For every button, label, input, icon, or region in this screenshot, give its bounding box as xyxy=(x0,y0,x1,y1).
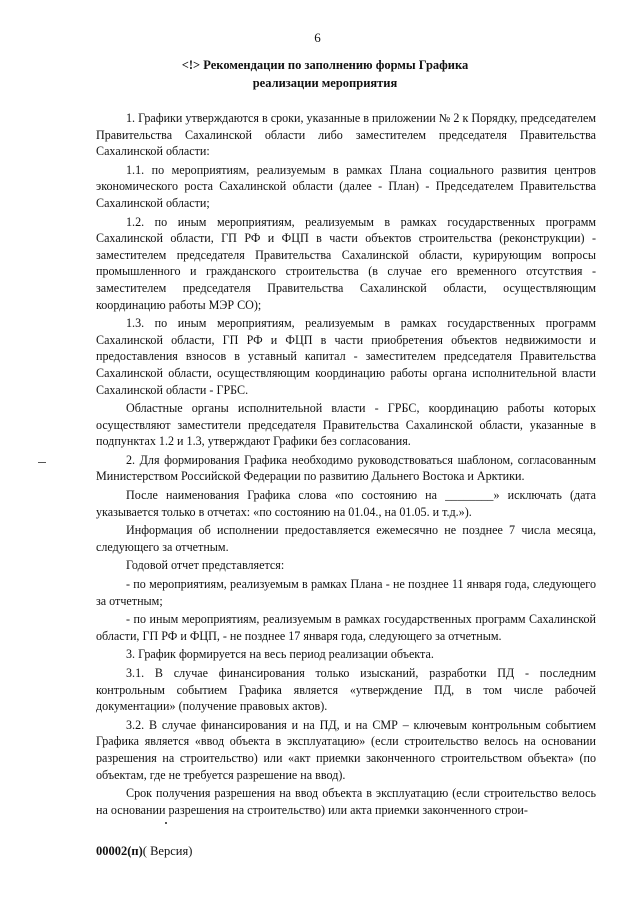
scan-mark xyxy=(38,462,46,463)
paragraph: 1.3. по иным мероприятиям, реализуемым в рамках государственных программ Сахалинской области, ГП РФ и ФЦП в части приобретения объектов недвижимости и предоставления взносов в уставный капитал - заместителем председателя Правительства Сахалинской области, осуществляющим координацию работы органа исполнительной власти Сахалинской области - ГРБС. xyxy=(96,316,596,397)
scan-mark xyxy=(165,822,167,824)
paragraph: 1.2. по иным мероприятиям, реализуемым в рамках государственных программ Сахалинской области, ГП РФ и ФЦП в части объектов строительства (реконструкции) - заместителем председателя Правительства Сахалинской области, курирующим вопросы промышленного и гражданского строительства (в случае его временного отсутствия - заместителем председателя Правительства Сахалинской области, осуществляющим координацию работы МЭР СО); xyxy=(96,214,596,312)
paragraph: 1. Графики утверждаются в сроки, указанные в приложении № 2 к Порядку, председателем Правительства Сахалинской области либо заместителем председателя Правительства Сахалинской области: xyxy=(96,111,596,159)
document-version: ( Версия) xyxy=(142,844,193,858)
paragraph: Информация об исполнении предоставляется ежемесячно не позднее 7 числа месяца, следующего за отчетным. xyxy=(96,523,596,554)
paragraph: После наименования Графика слова «по состоянию на ________» исключать (дата указывается только в отчетах: «по состоянию на 01.04., на 01.05. и т.д.»). xyxy=(96,488,596,519)
paragraph: 1.1. по мероприятиям, реализуемым в рамках Плана социального развития центров экономического роста Сахалинской области (далее - План) - Председателем Правительства Сахалинской области; xyxy=(96,162,596,210)
page-number: 6 xyxy=(314,30,321,45)
paragraph: - по иным мероприятиям, реализуемым в рамках государственных программ Сахалинской области, ГП РФ и ФЦП, - не позднее 17 января года, следующего за отчетным. xyxy=(96,612,596,643)
paragraph: - по мероприятиям, реализуемым в рамках Плана - не позднее 11 января года, следующего за отчетным; xyxy=(96,577,596,608)
paragraph: 2. Для формирования Графика необходимо руководствоваться шаблоном, согласованным Министерством Российской Федерации по развитию Дальнего Востока и Арктики. xyxy=(96,452,596,484)
document-code: 00002(п) xyxy=(96,844,143,858)
paragraph: Областные органы исполнительной власти - ГРБС, координацию работы которых осуществляют заместители председателя Правительства Сахалинской области, указанные в подпунктах 1.2 и 1.3, утверждают Графики без согласования. xyxy=(96,401,596,449)
heading-line-1: <!> Рекомендации по заполнению формы Графика xyxy=(181,58,469,72)
paragraph: Годовой отчет представляется: xyxy=(126,558,285,573)
document-footer xyxy=(96,844,192,859)
paragraph: 3.1. В случае финансирования только изысканий, разработки ПД - последним контрольным событием Графика является «утверждение ПД, в том числе рабочей документации» (получение правовых актов). xyxy=(96,666,596,714)
paragraph: 3.2. В случае финансирования и на ПД, и на СМР – ключевым контрольным событием Графика является «ввод объекта в эксплуатацию» (если строительство велось на основании разрешения на строительство) или «акт приемки законченного строительством объекта» (по объектам, где не требуется разрешение на ввод). xyxy=(96,717,596,782)
heading-line-2: реализации мероприятия xyxy=(252,76,398,90)
paragraph: 3. График формируется на весь период реализации объекта. xyxy=(126,647,434,662)
paragraph: Срок получения разрешения на ввод объекта в эксплуатацию (если строительство велось на основании разрешения на строительство) или акта приемки законченного строи- xyxy=(96,786,596,817)
document-heading xyxy=(60,56,590,92)
document-body xyxy=(96,110,596,818)
